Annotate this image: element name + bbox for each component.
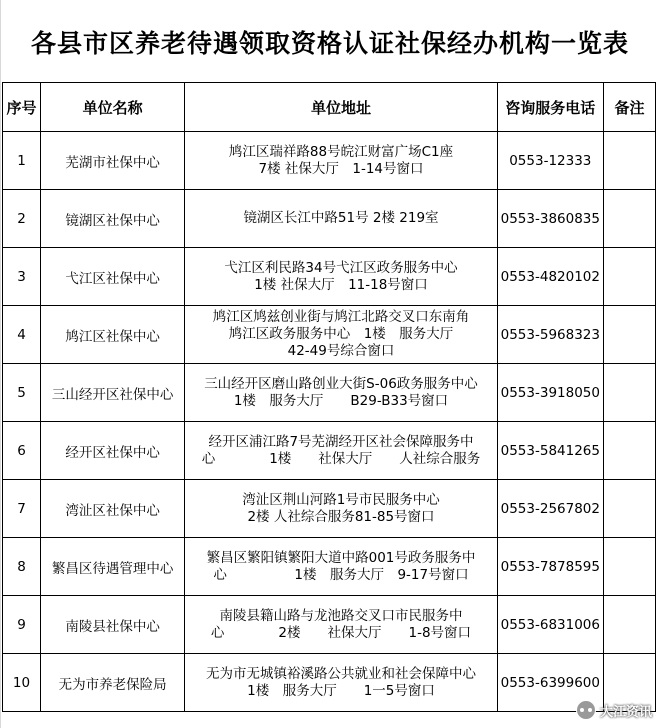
table-row xyxy=(3,596,656,654)
address-line: 心 1楼 服务大厅 9-17号窗口 xyxy=(213,566,469,583)
institution-name: 经开区社保中心 xyxy=(41,422,185,480)
institution-name: 弋江区社保中心 xyxy=(41,248,185,306)
table-row xyxy=(3,248,656,306)
address-line: 弋江区利民路34号弋江区政务服务中心 xyxy=(224,259,458,276)
institution-table xyxy=(2,82,656,712)
page-title: 各县市区养老待遇领取资格认证社保经办机构一览表 xyxy=(30,29,629,58)
row-number: 7 xyxy=(3,480,41,538)
service-phone: 0553-5968323 xyxy=(497,306,603,364)
remark xyxy=(603,364,655,422)
row-number: 5 xyxy=(3,364,41,422)
institution-address xyxy=(185,248,497,306)
service-phone: 0553-6399600 xyxy=(497,654,603,712)
institution-name: 湾沚区社保中心 xyxy=(41,480,185,538)
address-line: 心 2楼 社保大厅 1-8号窗口 xyxy=(210,624,472,641)
address-line: 42-49号综合窗口 xyxy=(287,343,395,359)
address-line: 镜湖区长江中路51号 2楼 219室 xyxy=(243,210,439,226)
institution-name: 繁昌区待遇管理中心 xyxy=(41,538,185,596)
remark xyxy=(603,422,655,480)
row-number: 4 xyxy=(3,306,41,364)
service-phone: 0553-2567802 xyxy=(497,480,603,538)
institution-name: 鸠江区社保中心 xyxy=(41,306,185,364)
table-row xyxy=(3,132,656,190)
table-row xyxy=(3,364,656,422)
watermark-text: 大江资讯 xyxy=(599,704,652,720)
remark xyxy=(603,306,655,364)
row-number: 6 xyxy=(3,422,41,480)
remark xyxy=(603,132,655,190)
row-number: 1 xyxy=(3,132,41,190)
address-line: 1楼 社保大厅 11-18号窗口 xyxy=(254,276,428,293)
service-phone: 0553-3860835 xyxy=(497,190,603,248)
address-line: 繁昌区繁阳镇繁阳大道中路001号政务服务中 xyxy=(206,549,476,566)
header-no: 序号 xyxy=(3,83,41,132)
row-number: 10 xyxy=(3,654,41,712)
institution-address xyxy=(185,480,497,538)
institution-name: 芜湖市社保中心 xyxy=(41,132,185,190)
institution-address xyxy=(185,596,497,654)
chat-bubble-icon xyxy=(576,700,596,720)
service-phone: 0553-4820102 xyxy=(497,248,603,306)
service-phone: 0553-6831006 xyxy=(497,596,603,654)
institution-name: 三山经开区社保中心 xyxy=(41,364,185,422)
row-number: 9 xyxy=(3,596,41,654)
table-header-row xyxy=(3,83,656,132)
institution-address xyxy=(185,306,497,364)
institution-name: 无为市养老保险局 xyxy=(41,654,185,712)
institution-address xyxy=(185,422,497,480)
institution-name: 镜湖区社保中心 xyxy=(41,190,185,248)
service-phone: 0553-12333 xyxy=(497,132,603,190)
remark xyxy=(603,190,655,248)
address-line: 1楼 服务大厅 B29-B33号窗口 xyxy=(233,392,449,409)
table-row xyxy=(3,654,656,712)
address-line: 湾沚区荆山河路1号市民服务中心 xyxy=(242,491,440,508)
table-row xyxy=(3,422,656,480)
watermark xyxy=(576,700,652,720)
address-line: 鸠江区瑞祥路88号皖江财富广场C1座 xyxy=(228,143,454,160)
address-line: 经开区浦江路7号芜湖经开区社会保障服务中 xyxy=(208,433,474,450)
header-name: 单位名称 xyxy=(41,83,185,132)
header-address: 单位地址 xyxy=(185,83,497,132)
institution-address xyxy=(185,654,497,712)
address-line: 2楼 人社综合服务81-85号窗口 xyxy=(247,508,435,525)
address-line: 南陵县籍山路与龙池路交叉口市民服务中 xyxy=(219,607,463,624)
table-row xyxy=(3,538,656,596)
remark xyxy=(603,538,655,596)
address-line: 无为市无城镇裕溪路公共就业和社会保障中心 xyxy=(206,665,476,682)
institution-address xyxy=(185,364,497,422)
sheet-gridline xyxy=(0,0,1,728)
address-line: 心 1楼 社保大厅 人社综合服务 xyxy=(201,450,481,467)
service-phone: 0553-7878595 xyxy=(497,538,603,596)
address-line: 鸠江区政务服务中心 1楼 服务大厅 xyxy=(228,326,454,342)
address-line: 鸠江区鸠兹创业街与鸠江北路交叉口东南角 xyxy=(212,309,470,325)
row-number: 8 xyxy=(3,538,41,596)
address-line: 7楼 社保大厅 1-14号窗口 xyxy=(258,160,424,177)
institution-address xyxy=(185,132,497,190)
header-note: 备注 xyxy=(603,83,655,132)
table-row xyxy=(3,190,656,248)
remark xyxy=(603,596,655,654)
institution-name: 南陵县社保中心 xyxy=(41,596,185,654)
row-number: 3 xyxy=(3,248,41,306)
service-phone: 0553-3918050 xyxy=(497,364,603,422)
address-line: 1楼 服务大厅 1一5号窗口 xyxy=(247,682,435,699)
remark xyxy=(603,248,655,306)
institution-address xyxy=(185,190,497,248)
remark xyxy=(603,480,655,538)
address-line: 三山经开区磨山路创业大街S-06政务服务中心 xyxy=(204,375,478,392)
service-phone: 0553-5841265 xyxy=(497,422,603,480)
table-row xyxy=(3,480,656,538)
table-row xyxy=(3,306,656,364)
institution-address xyxy=(185,538,497,596)
row-number: 2 xyxy=(3,190,41,248)
header-phone: 咨询服务电话 xyxy=(497,83,603,132)
